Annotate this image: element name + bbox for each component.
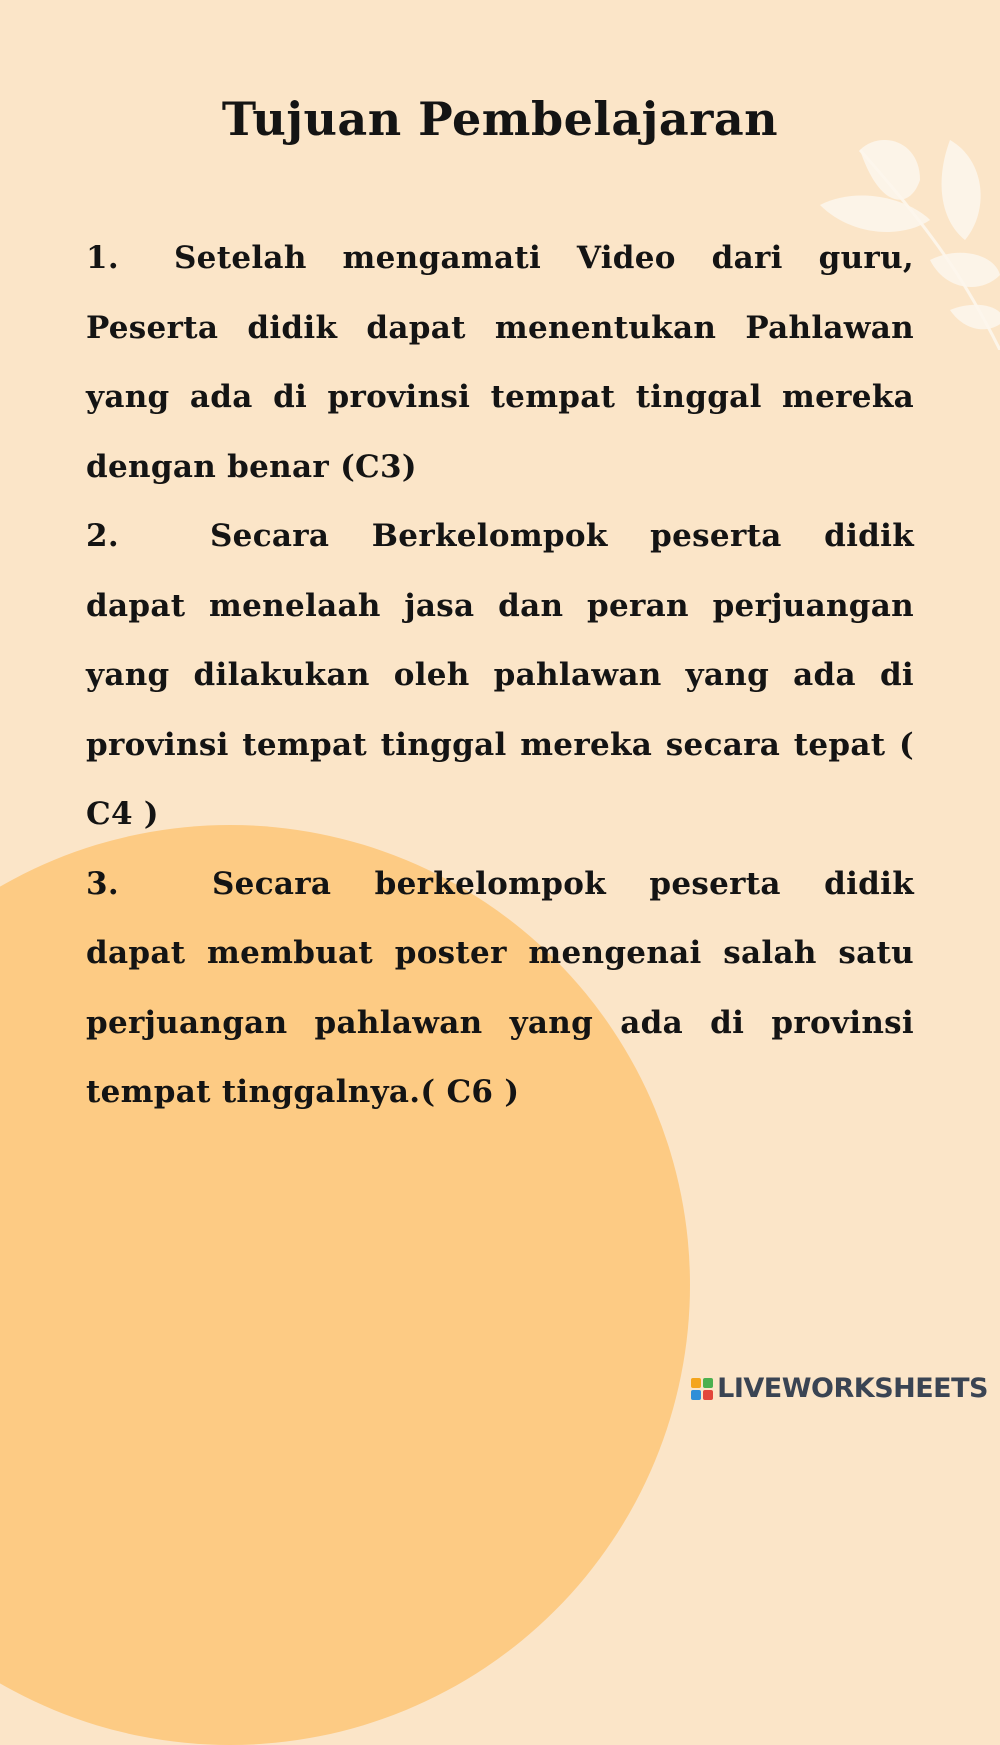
list-item <box>86 850 914 1128</box>
list-item <box>86 224 914 502</box>
liveworksheets-logo <box>691 1373 988 1404</box>
list-item <box>86 502 914 850</box>
logo-text: LIVEWORKSHEETS <box>717 1373 988 1404</box>
item-text: Setelah mengamati Video dari guru, Peserta didik dapat menentukan Pahlawan yang ada di provinsi tempat tinggal mereka dengan benar (C3) <box>86 240 914 485</box>
page-title: Tujuan Pembelajaran <box>221 92 779 146</box>
item-number: 2. <box>86 518 119 554</box>
item-number: 1. <box>86 240 119 276</box>
learning-objectives-list <box>86 224 914 1128</box>
item-text: Secara berkelompok peserta didik dapat membuat poster mengenai salah satu perjuangan pahlawan yang ada di provinsi tempat tinggalnya.( C6 ) <box>86 865 914 1110</box>
item-number: 3. <box>86 865 119 902</box>
logo-grid-icon <box>691 1378 713 1400</box>
item-text: Secara Berkelompok peserta didik dapat menelaah jasa dan peran perjuangan yang dilakukan oleh pahlawan yang ada di provinsi tempat tinggal mereka secara tepat ( C4 ) <box>86 518 914 832</box>
